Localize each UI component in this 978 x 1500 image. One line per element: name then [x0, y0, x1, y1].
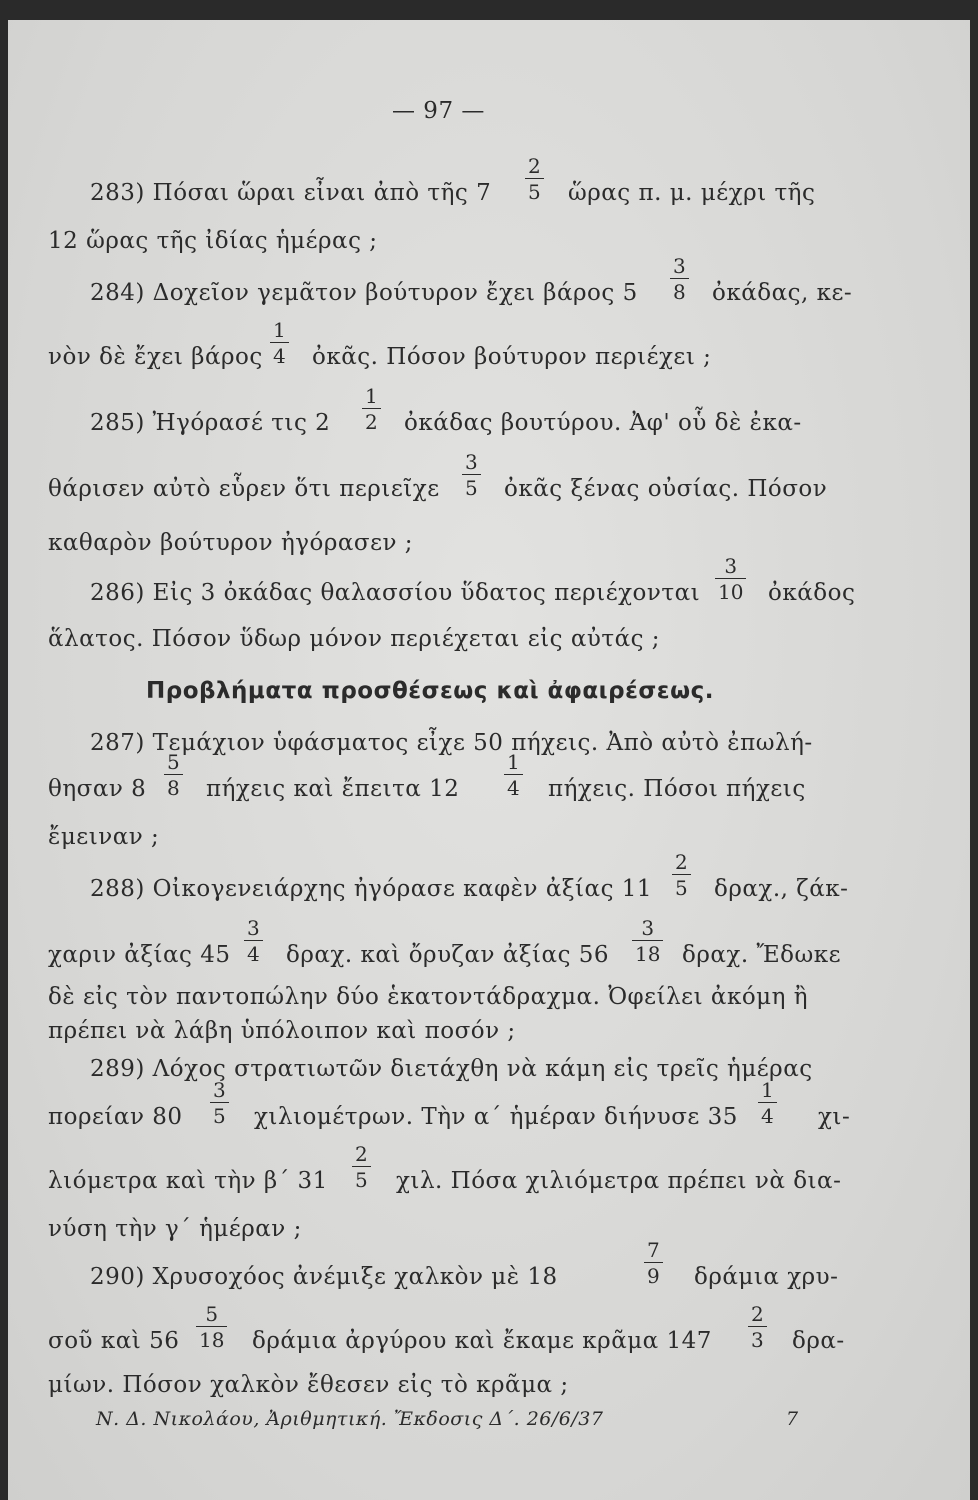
fraction: 5 18	[196, 1304, 227, 1350]
problem-290-line-3: μίων. Πόσον χαλκὸν ἔθεσεν εἰς τὸ κρᾶμα ;	[48, 1372, 569, 1398]
problem-290-line-2c: δρα-	[792, 1328, 845, 1354]
problem-285-line-2a: θάρισεν αὐτὸ εὗρεν ὅτι περιεῖχε	[48, 476, 440, 502]
section-heading: Προβλήματα προσθέσεως καὶ ἀφαιρέσεως.	[146, 678, 714, 704]
footer-sheet-number: 7	[786, 1408, 799, 1430]
problem-284-line-1a: 284) Δοχεῖον γεμᾶτον βούτυρον ἔχει βάρος 5	[90, 280, 638, 306]
problem-290-line-2b: δράμια ἀργύρου καὶ ἔκαμε κρᾶμα 147	[252, 1328, 712, 1354]
problem-284-line-2b: ὀκᾶς. Πόσον βούτυρον περιέχει ;	[312, 344, 712, 370]
problem-290-line-1b: δράμια χρυ-	[694, 1264, 839, 1290]
problem-290-line-2a: σοῦ καὶ 56	[48, 1328, 180, 1354]
problem-288-line-2b: δραχ. καὶ ὄρυζαν ἀξίας 56	[286, 942, 610, 968]
problem-289-line-3b: χιλ. Πόσα χιλιόμετρα πρέπει νὰ δια-	[396, 1168, 842, 1194]
problem-285-line-1a: 285) Ἠγόρασέ τις 2	[90, 410, 331, 436]
fraction: 3 18	[632, 918, 663, 964]
footer-text: Ν. Δ. Νικολάου, Ἀριθμητική. Ἔκδοσις Δ΄. 26/6/37	[96, 1408, 604, 1430]
problem-285-line-1b: ὀκάδας βουτύρου. Ἀφ' οὗ δὲ ἐκα-	[404, 410, 802, 436]
problem-286-line-1b: ὀκάδος	[768, 580, 856, 606]
book-page	[8, 20, 970, 1500]
fraction: 3 5	[210, 1080, 229, 1126]
fraction: 5 8	[164, 752, 183, 798]
page-number: — 97 —	[392, 98, 485, 124]
problem-289-line-1: 289) Λόχος στρατιωτῶν διετάχθη νὰ κάμη εἰς τρεῖς ἡμέρας	[90, 1056, 813, 1082]
problem-283-line-1b: ὥρας π. μ. μέχρι τῆς	[568, 180, 816, 206]
problem-286-line-2: ἅλατος. Πόσον ὕδωρ μόνον περιέχεται εἰς αὐτάς ;	[48, 626, 661, 652]
fraction: 1 4	[504, 752, 523, 798]
problem-286-line-1a: 286) Εἰς 3 ὀκάδας θαλασσίου ὕδατος περιέχονται	[90, 580, 701, 606]
fraction: 3 5	[462, 452, 481, 498]
problem-284-line-2a: νὸν δὲ ἔχει βάρος	[48, 344, 263, 370]
fraction: 1 4	[758, 1080, 777, 1126]
problem-285-line-3: καθαρὸν βούτυρον ἠγόρασεν ;	[48, 530, 414, 556]
fraction: 3 8	[670, 256, 689, 302]
fraction: 3 10	[715, 556, 746, 602]
fraction: 3 4	[244, 918, 263, 964]
problem-287-line-2b: πήχεις καὶ ἔπειτα 12	[206, 776, 460, 802]
problem-288-line-3: δὲ εἰς τὸν παντοπώλην δύο ἑκατοντάδραχμα. Ὀφείλει ἀκόμη ἢ	[48, 984, 808, 1010]
fraction: 2 5	[352, 1144, 371, 1190]
fraction: 2 5	[672, 852, 691, 898]
fraction: 7 9	[644, 1240, 663, 1286]
problem-289-line-2c: χι-	[818, 1104, 851, 1130]
problem-288-line-1a: 288) Οἰκογενειάρχης ἠγόρασε καφὲν ἀξίας 11	[90, 876, 653, 902]
fraction: 2 3	[748, 1304, 767, 1350]
problem-289-line-3a: λιόμετρα καὶ τὴν β΄ 31	[48, 1168, 328, 1194]
problem-283-line-1a: 283) Πόσαι ὥραι εἶναι ἀπὸ τῆς 7	[90, 180, 492, 206]
problem-290-line-1a: 290) Χρυσοχόος ἀνέμιξε χαλκὸν μὲ 18	[90, 1264, 558, 1290]
problem-287-line-1: 287) Τεμάχιον ὑφάσματος εἶχε 50 πήχεις. Ἀπὸ αὐτὸ ἐπωλή-	[90, 730, 813, 756]
problem-284-line-1b: ὀκάδας, κε-	[712, 280, 853, 306]
problem-287-line-2c: πήχεις. Πόσοι πήχεις	[548, 776, 806, 802]
problem-289-line-4: νύση τὴν γ΄ ἡμέραν ;	[48, 1216, 302, 1242]
problem-288-line-2c: δραχ. Ἔδωκε	[682, 942, 842, 968]
problem-285-line-2b: ὀκᾶς ξένας οὐσίας. Πόσον	[504, 476, 828, 502]
fraction: 2 5	[525, 156, 544, 202]
fraction: 1 2	[362, 386, 381, 432]
problem-287-line-3: ἔμειναν ;	[48, 824, 160, 850]
problem-288-line-2a: χαριν ἀξίας 45	[48, 942, 231, 968]
problem-289-line-2a: πορείαν 80	[48, 1104, 183, 1130]
problem-289-line-2b: χιλιομέτρων. Τὴν α΄ ἡμέραν διήνυσε 35	[254, 1104, 738, 1130]
problem-283-line-2: 12 ὥρας τῆς ἰδίας ἡμέρας ;	[48, 228, 378, 254]
problem-288-line-1b: δραχ., ζάκ-	[714, 876, 849, 902]
fraction: 1 4	[270, 320, 289, 366]
problem-287-line-2a: θησαν 8	[48, 776, 147, 802]
problem-288-line-4: πρέπει νὰ λάβη ὑπόλοιπον καὶ ποσόν ;	[48, 1018, 516, 1044]
